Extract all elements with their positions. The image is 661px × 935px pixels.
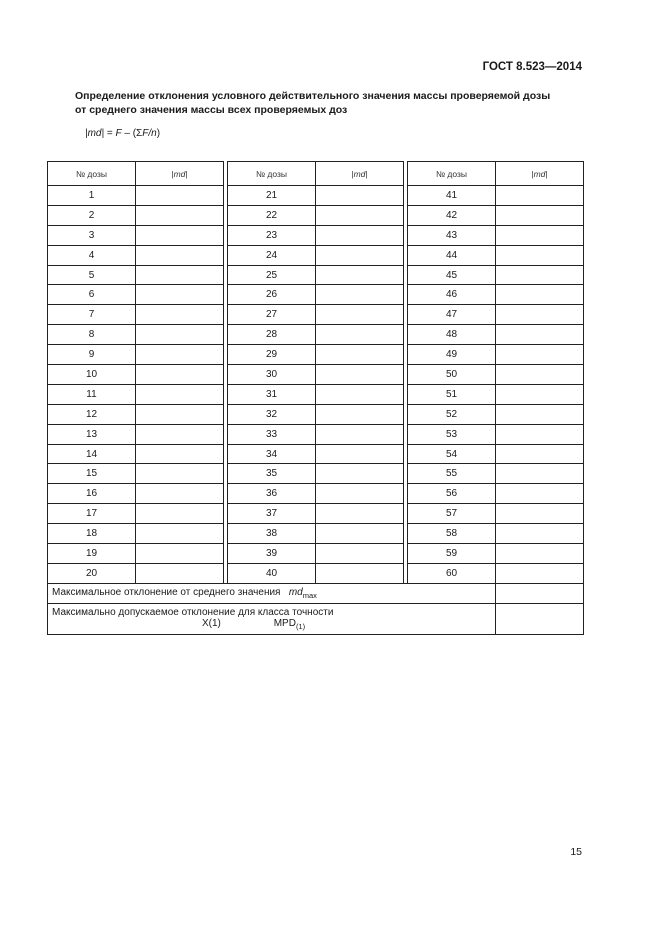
mpd-subscript: (1) [295,621,306,631]
table-row [48,265,584,285]
max-deviation-subscript: max [302,590,317,600]
dose-number-cell: 26 [228,285,316,305]
standard-identifier: ГОСТ 8.523—2014 [482,61,582,73]
dose-number-cell: 49 [408,345,496,365]
dose-number-cell: 19 [48,544,136,564]
dose-number-cell: 44 [408,245,496,265]
dose-number-cell: 51 [408,384,496,404]
md-value-cell[interactable] [136,285,224,305]
dose-number-cell: 17 [48,504,136,524]
dose-number-cell: 14 [48,444,136,464]
dose-number-cell: 23 [228,225,316,245]
md-value-cell[interactable] [496,186,584,206]
md-value-cell[interactable] [316,345,404,365]
table-row [48,384,584,404]
md-value-cell[interactable] [316,186,404,206]
md-value-cell[interactable] [496,404,584,424]
md-value-cell[interactable] [316,325,404,345]
md-value-cell[interactable] [496,544,584,564]
md-value-cell[interactable] [316,305,404,325]
dose-number-cell: 36 [228,484,316,504]
dose-number-cell: 35 [228,464,316,484]
header-md: |md| [496,162,584,186]
dose-number-cell: 52 [408,404,496,424]
mpd-label [48,603,496,634]
md-value-cell[interactable] [136,384,224,404]
table-row [48,424,584,444]
formula-minus: – (Σ [121,128,143,139]
dose-number-cell: 41 [408,186,496,206]
dose-deviation-table [47,161,584,635]
md-value-cell[interactable] [316,464,404,484]
md-value-cell[interactable] [316,544,404,564]
dose-number-cell: 20 [48,563,136,583]
formula-close: ) [156,128,161,139]
dose-number-cell: 54 [408,444,496,464]
dose-number-cell: 55 [408,464,496,484]
dose-number-cell: 16 [48,484,136,504]
header-dose: № дозы [48,162,136,186]
md-value-cell[interactable] [316,504,404,524]
dose-number-cell: 7 [48,305,136,325]
section-title [75,90,595,117]
md-value-cell[interactable] [136,245,224,265]
table-row [48,285,584,305]
md-value-cell[interactable] [136,563,224,583]
dose-number-cell: 10 [48,365,136,385]
dose-number-cell: 38 [228,524,316,544]
md-value-cell[interactable] [496,504,584,524]
mpd-symbol: MPD [273,617,296,629]
dose-number-cell: 50 [408,365,496,385]
dose-number-cell: 43 [408,225,496,245]
header-dose: № дозы [228,162,316,186]
md-value-cell[interactable] [316,365,404,385]
md-value-cell[interactable] [316,265,404,285]
md-value-cell[interactable] [316,524,404,544]
md-value-cell[interactable] [136,464,224,484]
dose-number-cell: 39 [228,544,316,564]
md-value-cell[interactable] [136,325,224,345]
dose-number-cell: 32 [228,404,316,424]
table-row [48,464,584,484]
md-value-cell[interactable] [136,225,224,245]
dose-number-cell: 15 [48,464,136,484]
header-md: |md| [316,162,404,186]
formula-lhs: |md| [85,128,105,139]
md-value-cell[interactable] [316,444,404,464]
dose-number-cell: 60 [408,563,496,583]
table-row [48,205,584,225]
mpd-value[interactable] [496,603,584,634]
dose-number-cell: 2 [48,205,136,225]
table-row [48,225,584,245]
md-value-cell[interactable] [496,305,584,325]
dose-number-cell: 5 [48,265,136,285]
dose-number-cell: 9 [48,345,136,365]
table-row [48,484,584,504]
title-line-2: от среднего значения массы всех проверяемых доз [75,103,348,116]
md-value-cell[interactable] [316,384,404,404]
md-value-cell[interactable] [136,345,224,365]
dose-number-cell: 46 [408,285,496,305]
md-value-cell[interactable] [136,404,224,424]
md-value-cell[interactable] [316,225,404,245]
md-value-cell[interactable] [136,524,224,544]
dose-number-cell: 11 [48,384,136,404]
md-value-cell[interactable] [136,444,224,464]
dose-number-cell: 4 [48,245,136,265]
md-value-cell[interactable] [316,484,404,504]
md-value-cell[interactable] [496,325,584,345]
formula-f: F [115,128,122,139]
md-value-cell[interactable] [496,444,584,464]
dose-number-cell: 45 [408,265,496,285]
md-value-cell[interactable] [496,464,584,484]
md-value-cell[interactable] [496,265,584,285]
table-row [48,544,584,564]
md-value-cell[interactable] [496,484,584,504]
md-value-cell[interactable] [496,285,584,305]
md-value-cell[interactable] [136,504,224,524]
md-value-cell[interactable] [316,205,404,225]
dose-number-cell: 13 [48,424,136,444]
dose-number-cell: 1 [48,186,136,206]
header-md: |md| [136,162,224,186]
dose-number-cell: 59 [408,544,496,564]
page-number: 15 [570,846,582,858]
dose-number-cell: 37 [228,504,316,524]
dose-number-cell: 6 [48,285,136,305]
max-deviation-label [48,583,496,603]
table-row [48,345,584,365]
md-value-cell[interactable] [496,245,584,265]
dose-number-cell: 57 [408,504,496,524]
dose-number-cell: 27 [228,305,316,325]
table-row [48,444,584,464]
md-value-cell[interactable] [316,563,404,583]
md-value-cell[interactable] [496,205,584,225]
dose-number-cell: 58 [408,524,496,544]
md-value-cell[interactable] [496,365,584,385]
md-value-cell[interactable] [136,265,224,285]
dose-number-cell: 31 [228,384,316,404]
dose-number-cell: 3 [48,225,136,245]
md-value-cell[interactable] [316,285,404,305]
dose-number-cell: 22 [228,205,316,225]
dose-number-cell: 18 [48,524,136,544]
dose-number-cell: 56 [408,484,496,504]
md-value-cell[interactable] [496,563,584,583]
formula-eq: = [104,128,116,139]
dose-number-cell: 42 [408,205,496,225]
table-row [48,305,584,325]
table-row [48,404,584,424]
dose-number-cell: 8 [48,325,136,345]
md-value-cell[interactable] [496,424,584,444]
mpd-text: Максимально допускаемое отклонение для класса точности [52,606,334,618]
md-value-cell[interactable] [136,186,224,206]
dose-number-cell: 29 [228,345,316,365]
dose-number-cell: 48 [408,325,496,345]
table-header-row [48,162,584,186]
max-deviation-value[interactable] [496,583,584,603]
dose-number-cell: 47 [408,305,496,325]
md-value-cell[interactable] [496,225,584,245]
dose-number-cell: 12 [48,404,136,424]
dose-number-cell: 30 [228,365,316,385]
table-row [48,245,584,265]
dose-number-cell: 21 [228,186,316,206]
dose-number-cell: 34 [228,444,316,464]
md-value-cell[interactable] [136,365,224,385]
dose-number-cell: 25 [228,265,316,285]
table-row [48,504,584,524]
table-row [48,365,584,385]
table-row [48,524,584,544]
md-value-cell[interactable] [136,305,224,325]
title-line-1: Определение отклонения условного действительного значения массы проверяемой дозы [75,90,551,102]
dose-number-cell: 40 [228,563,316,583]
mpd-line2 [52,618,495,631]
md-value-cell[interactable] [136,544,224,564]
max-deviation-row [48,583,584,603]
md-value-cell[interactable] [496,384,584,404]
md-value-cell[interactable] [136,424,224,444]
table-row [48,325,584,345]
dose-number-cell: 53 [408,424,496,444]
dose-number-cell: 33 [228,424,316,444]
md-value-cell[interactable] [316,245,404,265]
md-value-cell[interactable] [496,524,584,544]
dose-number-cell: 24 [228,245,316,265]
mpd-row [48,603,584,634]
md-value-cell[interactable] [316,424,404,444]
md-value-cell[interactable] [136,484,224,504]
md-value-cell[interactable] [136,205,224,225]
max-deviation-text: Максимальное отклонение от среднего значения [52,586,281,598]
formula-fn: F/n [142,128,157,139]
table-row [48,563,584,583]
dose-number-cell: 28 [228,325,316,345]
header-dose: № дозы [408,162,496,186]
md-value-cell[interactable] [316,404,404,424]
md-value-cell[interactable] [496,345,584,365]
formula [85,128,160,139]
mpd-class: X(1) [202,617,221,629]
max-deviation-symbol: md [288,586,303,598]
table-row [48,186,584,206]
